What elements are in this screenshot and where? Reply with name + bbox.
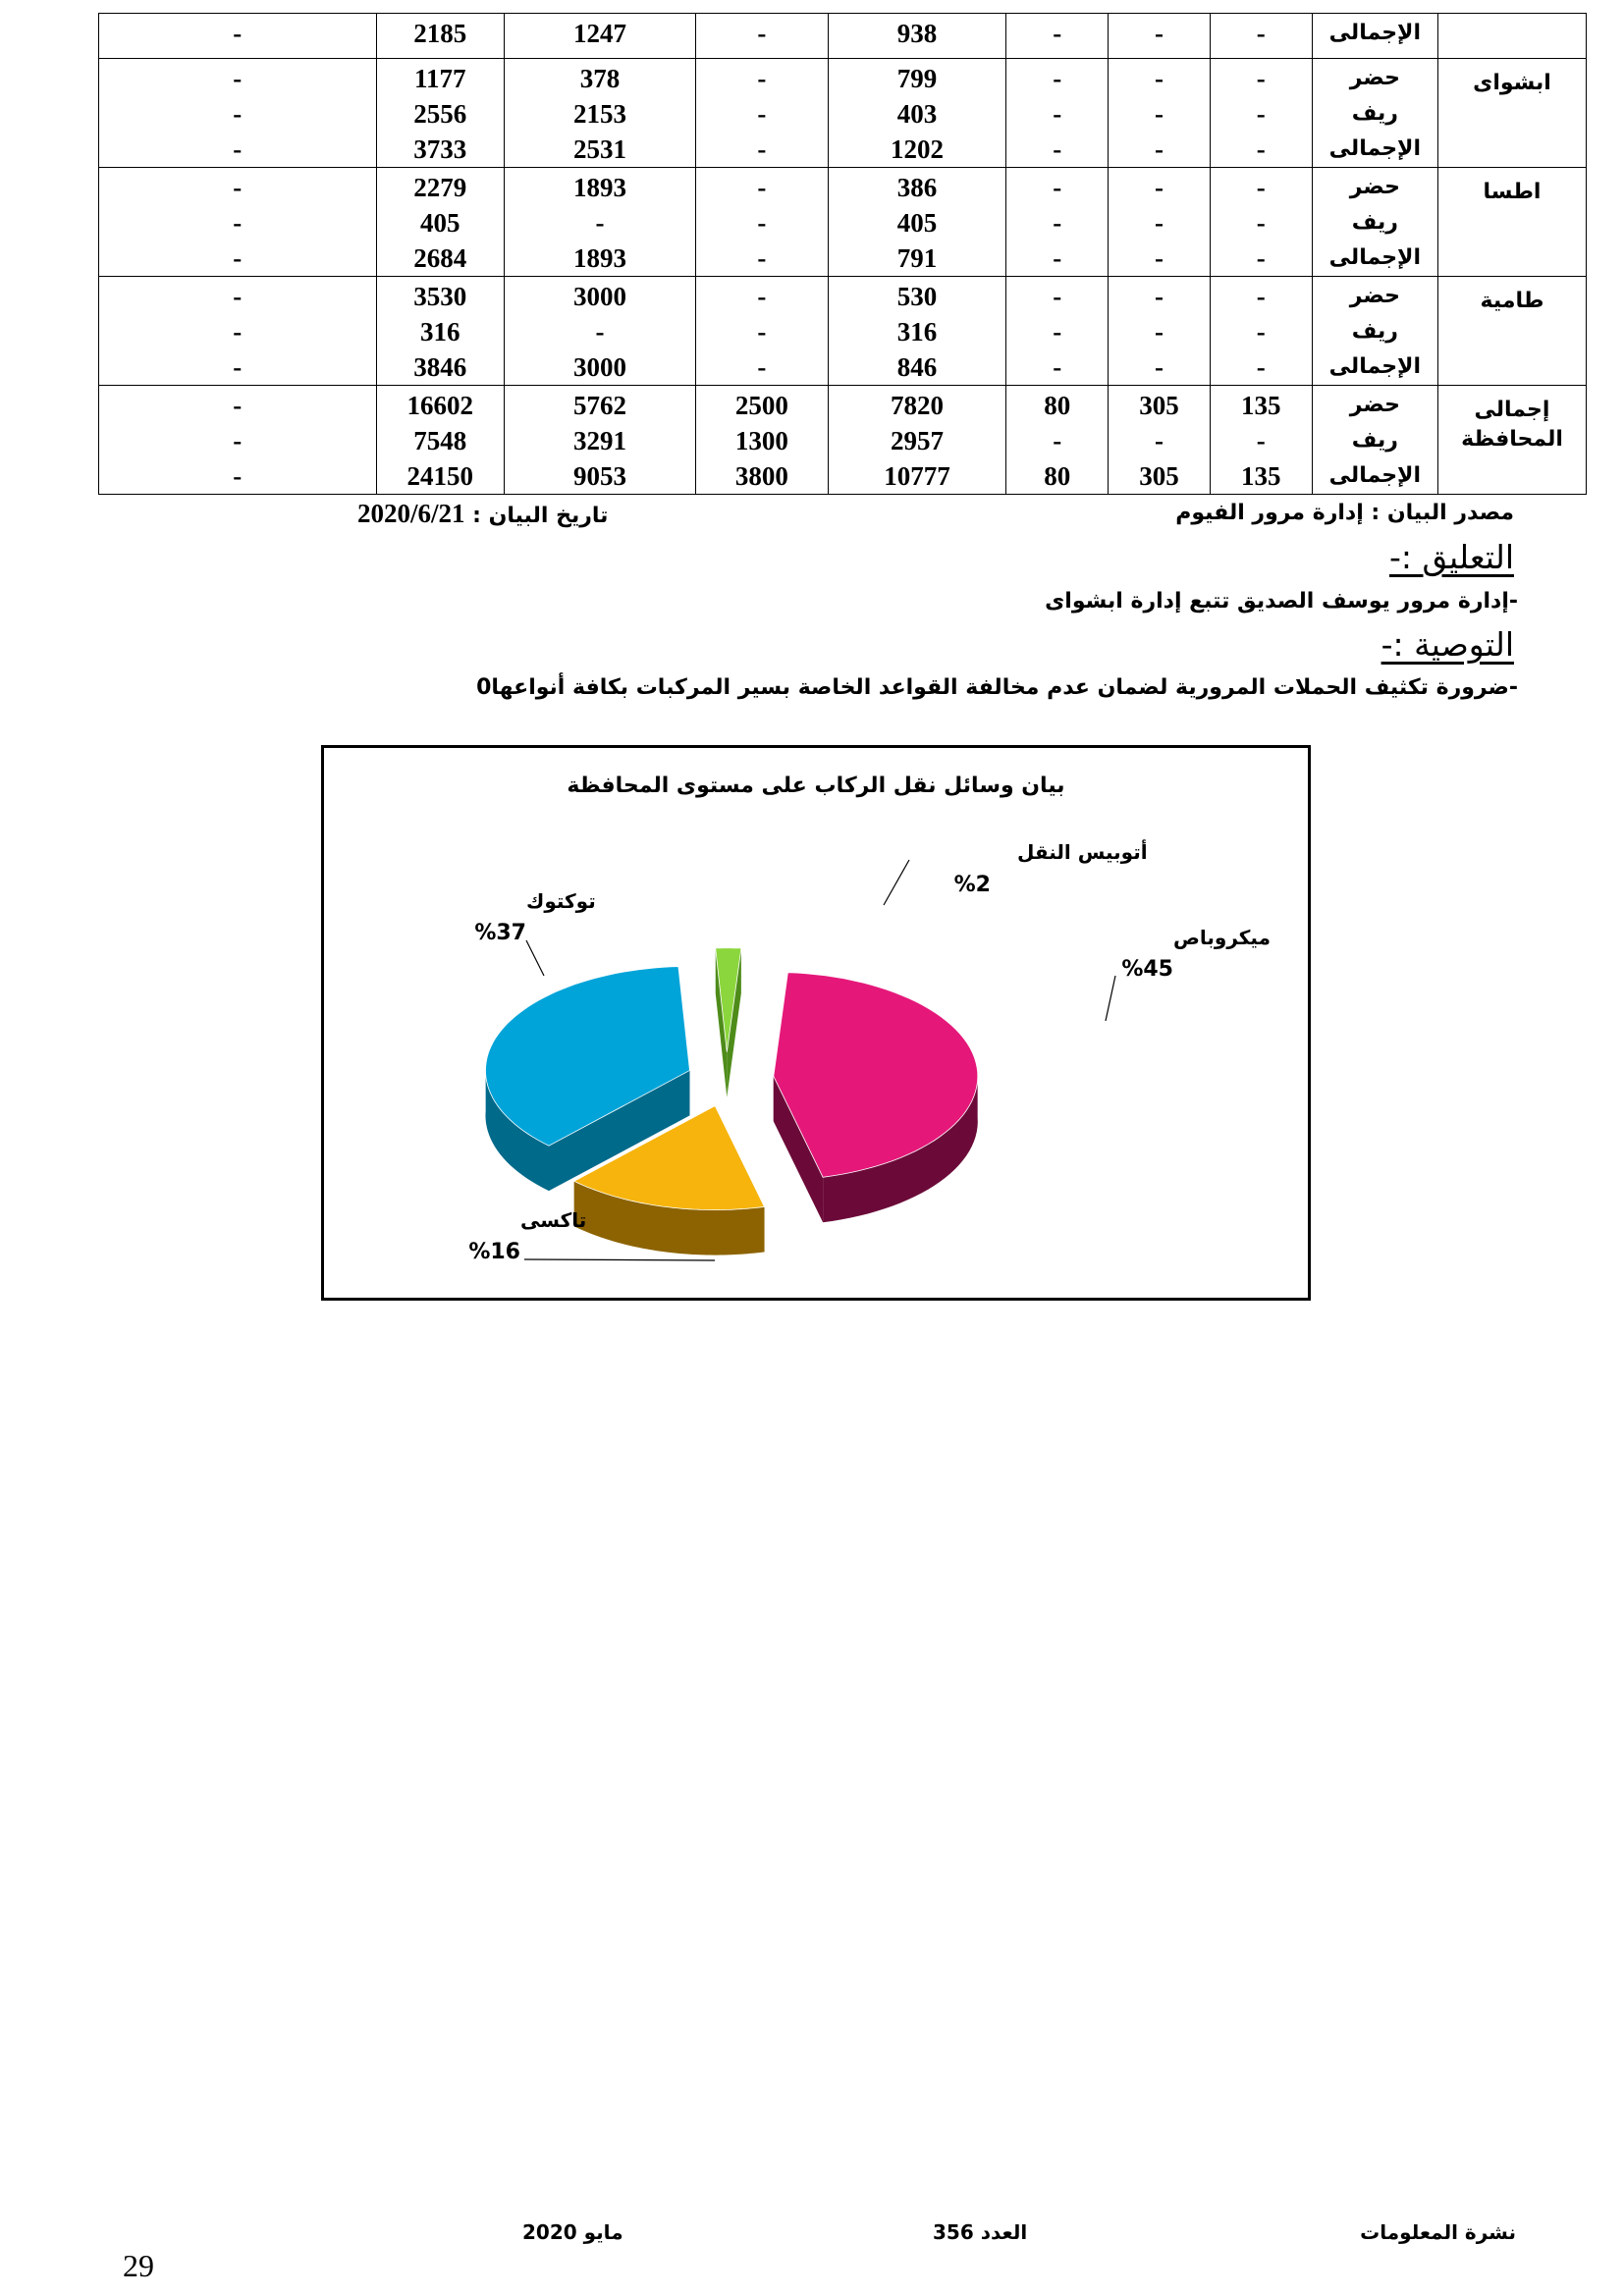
value-cell bbox=[828, 168, 1006, 277]
cell-value: - bbox=[1155, 352, 1164, 382]
cell-value: 2531 bbox=[573, 134, 627, 164]
cell-value: 1202 bbox=[891, 134, 945, 164]
cell-value: - bbox=[757, 134, 767, 164]
cell-value: - bbox=[1155, 173, 1164, 202]
cell-value: - bbox=[757, 173, 767, 202]
cell-value: 316 bbox=[896, 317, 938, 347]
cell-value: 9053 bbox=[573, 461, 627, 491]
area-type: حضر bbox=[1349, 175, 1400, 199]
cell-value: 135 bbox=[1241, 461, 1281, 491]
cell-value: 3530 bbox=[413, 282, 467, 311]
area-type: الإجمالى bbox=[1328, 245, 1421, 270]
cell-value: - bbox=[233, 173, 243, 202]
table-row bbox=[99, 168, 1587, 277]
cell-value: 530 bbox=[896, 282, 938, 311]
cell-value: - bbox=[1053, 208, 1062, 238]
chart-title: بيان وسائل نقل الركاب على مستوى المحافظة bbox=[567, 774, 1065, 798]
area-type: ريف bbox=[1351, 101, 1398, 126]
cell-value: - bbox=[1053, 173, 1062, 202]
cell-value: - bbox=[757, 64, 767, 93]
area-type: حضر bbox=[1349, 66, 1400, 90]
cell-value: - bbox=[1053, 64, 1062, 93]
label-leader-line bbox=[1106, 976, 1115, 1021]
cell-value: 7820 bbox=[891, 391, 945, 420]
cell-value: - bbox=[1155, 19, 1164, 48]
cell-value: 3000 bbox=[573, 352, 627, 382]
cell-value: 3846 bbox=[413, 352, 467, 382]
cell-value: - bbox=[1256, 282, 1266, 311]
cell-value: 16602 bbox=[406, 391, 473, 420]
value-cell bbox=[1210, 14, 1312, 59]
pie-chart-frame bbox=[321, 745, 1311, 1301]
cell-value: 2279 bbox=[413, 173, 467, 202]
cell-value: - bbox=[233, 19, 243, 48]
cell-value: - bbox=[1155, 243, 1164, 273]
slice-percent-label: %16 bbox=[468, 1240, 520, 1264]
cell-value: - bbox=[1155, 282, 1164, 311]
cell-value: - bbox=[233, 461, 243, 491]
cell-value: - bbox=[1256, 99, 1266, 129]
cell-value: 2500 bbox=[734, 391, 788, 420]
value-cell bbox=[99, 386, 377, 495]
value-cell bbox=[1006, 14, 1109, 59]
cell-value: 7548 bbox=[413, 426, 467, 455]
value-cell bbox=[504, 386, 695, 495]
cell-value: 3000 bbox=[573, 282, 627, 311]
cell-value: - bbox=[757, 99, 767, 129]
value-cell bbox=[1210, 386, 1312, 495]
value-cell bbox=[1006, 59, 1109, 168]
area-type: حضر bbox=[1349, 284, 1400, 308]
cell-value: 2684 bbox=[413, 243, 467, 273]
label-leader-line bbox=[524, 1259, 715, 1260]
area-type: الإجمالى bbox=[1328, 21, 1421, 45]
cell-value: 1300 bbox=[734, 426, 788, 455]
cell-value: - bbox=[757, 243, 767, 273]
cell-value: - bbox=[233, 208, 243, 238]
label-leader-line bbox=[526, 940, 544, 976]
slice-percent-label: %37 bbox=[474, 921, 526, 945]
slice-name-label: أتوبيس النقل bbox=[1017, 840, 1148, 864]
slice-name-label: تاكسى bbox=[520, 1208, 587, 1232]
cell-value: 10777 bbox=[884, 461, 950, 491]
area-type: ريف bbox=[1351, 319, 1398, 344]
cell-value: 316 bbox=[419, 317, 460, 347]
center-name: ابشواى bbox=[1473, 71, 1551, 95]
value-cell bbox=[828, 59, 1006, 168]
data-date: تاريخ البيان : 2020/6/21 bbox=[357, 499, 609, 528]
pie-chart bbox=[324, 748, 1308, 1298]
area-type-cell bbox=[1312, 168, 1437, 277]
area-type: ريف bbox=[1351, 210, 1398, 235]
table-row bbox=[99, 386, 1587, 495]
footer-date: مايو 2020 bbox=[522, 2220, 623, 2244]
cell-value: 24150 bbox=[406, 461, 473, 491]
value-cell bbox=[376, 14, 504, 59]
cell-value: 846 bbox=[896, 352, 938, 382]
cell-value: - bbox=[1053, 426, 1062, 455]
value-cell bbox=[1210, 277, 1312, 386]
cell-value: - bbox=[1053, 243, 1062, 273]
pie-slice-1 bbox=[774, 973, 978, 1223]
cell-value: - bbox=[1155, 134, 1164, 164]
value-cell bbox=[1006, 277, 1109, 386]
cell-value: - bbox=[1053, 282, 1062, 311]
recommendation-heading: التوصية :- bbox=[1380, 625, 1514, 664]
cell-value: 791 bbox=[896, 243, 938, 273]
cell-value: - bbox=[233, 426, 243, 455]
cell-value: - bbox=[1256, 64, 1266, 93]
cell-value: - bbox=[1053, 134, 1062, 164]
cell-value: - bbox=[233, 99, 243, 129]
center-name-line: إجمالى bbox=[1474, 398, 1550, 422]
comment-text: -إدارة مرور يوسف الصديق تتبع إدارة ابشواى bbox=[1045, 589, 1518, 614]
pie-slice-4 bbox=[716, 948, 741, 1097]
value-cell bbox=[1109, 386, 1211, 495]
slice-name-label: ميكروباص bbox=[1173, 926, 1271, 949]
cell-value: - bbox=[1256, 208, 1266, 238]
value-cell bbox=[504, 14, 695, 59]
area-type-cell bbox=[1312, 386, 1437, 495]
cell-value: 405 bbox=[419, 208, 460, 238]
cell-value: - bbox=[1053, 317, 1062, 347]
cell-value: - bbox=[757, 352, 767, 382]
cell-value: - bbox=[1256, 426, 1266, 455]
table-row bbox=[99, 59, 1587, 168]
value-cell bbox=[99, 277, 377, 386]
value-cell bbox=[1210, 168, 1312, 277]
slice-percent-label: %45 bbox=[1121, 957, 1173, 982]
center-name: طامية bbox=[1480, 289, 1544, 313]
area-type-cell bbox=[1312, 14, 1437, 59]
cell-value: 3733 bbox=[413, 134, 467, 164]
cell-value: - bbox=[595, 317, 605, 347]
cell-value: 938 bbox=[896, 19, 938, 48]
cell-value: - bbox=[1256, 134, 1266, 164]
cell-value: - bbox=[233, 391, 243, 420]
table-row bbox=[99, 277, 1587, 386]
cell-value: - bbox=[1256, 173, 1266, 202]
footer-publication: نشرة المعلومات bbox=[1360, 2220, 1516, 2244]
value-cell bbox=[504, 59, 695, 168]
area-type: الإجمالى bbox=[1328, 354, 1421, 379]
value-cell bbox=[1006, 386, 1109, 495]
area-type: حضر bbox=[1349, 393, 1400, 417]
area-type-cell bbox=[1312, 277, 1437, 386]
cell-value: - bbox=[1256, 317, 1266, 347]
center-name-cell bbox=[1438, 277, 1587, 386]
cell-value: - bbox=[1155, 317, 1164, 347]
data-source: مصدر البيان : إدارة مرور الفيوم bbox=[1175, 501, 1514, 525]
label-leader-line bbox=[884, 860, 909, 905]
data-date-value: 2020/6/21 bbox=[357, 499, 465, 528]
cell-value: 305 bbox=[1139, 391, 1179, 420]
cell-value: 1177 bbox=[413, 64, 466, 93]
cell-value: 378 bbox=[579, 64, 621, 93]
area-type-cell bbox=[1312, 59, 1437, 168]
value-cell bbox=[376, 59, 504, 168]
slice-percent-label: %2 bbox=[953, 873, 991, 897]
cell-value: - bbox=[1256, 243, 1266, 273]
cell-value: 305 bbox=[1139, 461, 1179, 491]
slice-name-label: توكتوك bbox=[526, 889, 596, 913]
cell-value: 80 bbox=[1044, 461, 1071, 491]
footer-issue: العدد 356 bbox=[933, 2220, 1028, 2244]
cell-value: - bbox=[233, 64, 243, 93]
cell-value: - bbox=[757, 282, 767, 311]
value-cell bbox=[696, 14, 829, 59]
value-cell bbox=[376, 168, 504, 277]
value-cell bbox=[504, 168, 695, 277]
value-cell bbox=[376, 277, 504, 386]
cell-value: 2957 bbox=[891, 426, 945, 455]
cell-value: - bbox=[757, 317, 767, 347]
cell-value: - bbox=[233, 317, 243, 347]
cell-value: 5762 bbox=[573, 391, 627, 420]
value-cell bbox=[99, 14, 377, 59]
center-name-cell bbox=[1438, 386, 1587, 495]
cell-value: - bbox=[233, 243, 243, 273]
value-cell bbox=[1109, 168, 1211, 277]
center-name-cell bbox=[1438, 14, 1587, 59]
cell-value: 799 bbox=[896, 64, 938, 93]
center-name-cell bbox=[1438, 59, 1587, 168]
cell-value: - bbox=[1053, 19, 1062, 48]
value-cell bbox=[696, 386, 829, 495]
value-cell bbox=[828, 277, 1006, 386]
cell-value: 135 bbox=[1241, 391, 1281, 420]
center-name-line: المحافظة bbox=[1461, 427, 1563, 452]
cell-value: 3800 bbox=[734, 461, 788, 491]
cell-value: 2556 bbox=[413, 99, 467, 129]
center-name: اطسا bbox=[1483, 180, 1542, 204]
area-type: الإجمالى bbox=[1328, 463, 1421, 488]
value-cell bbox=[828, 386, 1006, 495]
value-cell bbox=[99, 59, 377, 168]
cell-value: - bbox=[1155, 64, 1164, 93]
recommendation-text: -ضرورة تكثيف الحملات المرورية لضمان عدم مخالفة القواعد الخاصة بسير المركبات بكافة أنواعها0 bbox=[476, 675, 1518, 700]
cell-value: 2153 bbox=[573, 99, 627, 129]
value-cell bbox=[1109, 59, 1211, 168]
cell-value: - bbox=[1053, 352, 1062, 382]
value-cell bbox=[376, 386, 504, 495]
cell-value: - bbox=[757, 19, 767, 48]
value-cell bbox=[828, 14, 1006, 59]
value-cell bbox=[1109, 277, 1211, 386]
cell-value: - bbox=[595, 208, 605, 238]
value-cell bbox=[696, 168, 829, 277]
cell-value: - bbox=[1155, 208, 1164, 238]
comment-heading: التعليق :- bbox=[1388, 538, 1514, 576]
cell-value: 1893 bbox=[573, 243, 627, 273]
value-cell bbox=[1210, 59, 1312, 168]
cell-value: - bbox=[233, 282, 243, 311]
cell-value: - bbox=[1155, 99, 1164, 129]
table-row bbox=[99, 14, 1587, 59]
cell-value: - bbox=[1053, 99, 1062, 129]
area-type: ريف bbox=[1351, 428, 1398, 453]
area-type: الإجمالى bbox=[1328, 136, 1421, 161]
cell-value: 1247 bbox=[573, 19, 627, 48]
cell-value: 403 bbox=[896, 99, 938, 129]
value-cell bbox=[696, 277, 829, 386]
value-cell bbox=[504, 277, 695, 386]
cell-value: - bbox=[757, 208, 767, 238]
cell-value: 386 bbox=[896, 173, 938, 202]
cell-value: 1893 bbox=[573, 173, 627, 202]
value-cell bbox=[696, 59, 829, 168]
statistics-table bbox=[98, 13, 1587, 495]
cell-value: 3291 bbox=[573, 426, 627, 455]
cell-value: 80 bbox=[1044, 391, 1071, 420]
cell-value: - bbox=[1256, 19, 1266, 48]
cell-value: - bbox=[1155, 426, 1164, 455]
value-cell bbox=[1006, 168, 1109, 277]
cell-value: - bbox=[1256, 352, 1266, 382]
value-cell bbox=[1109, 14, 1211, 59]
cell-value: 405 bbox=[896, 208, 938, 238]
page-number: 29 bbox=[123, 2248, 154, 2283]
value-cell bbox=[99, 168, 377, 277]
cell-value: - bbox=[233, 352, 243, 382]
center-name-cell bbox=[1438, 168, 1587, 277]
cell-value: - bbox=[233, 134, 243, 164]
cell-value: 2185 bbox=[413, 19, 467, 48]
